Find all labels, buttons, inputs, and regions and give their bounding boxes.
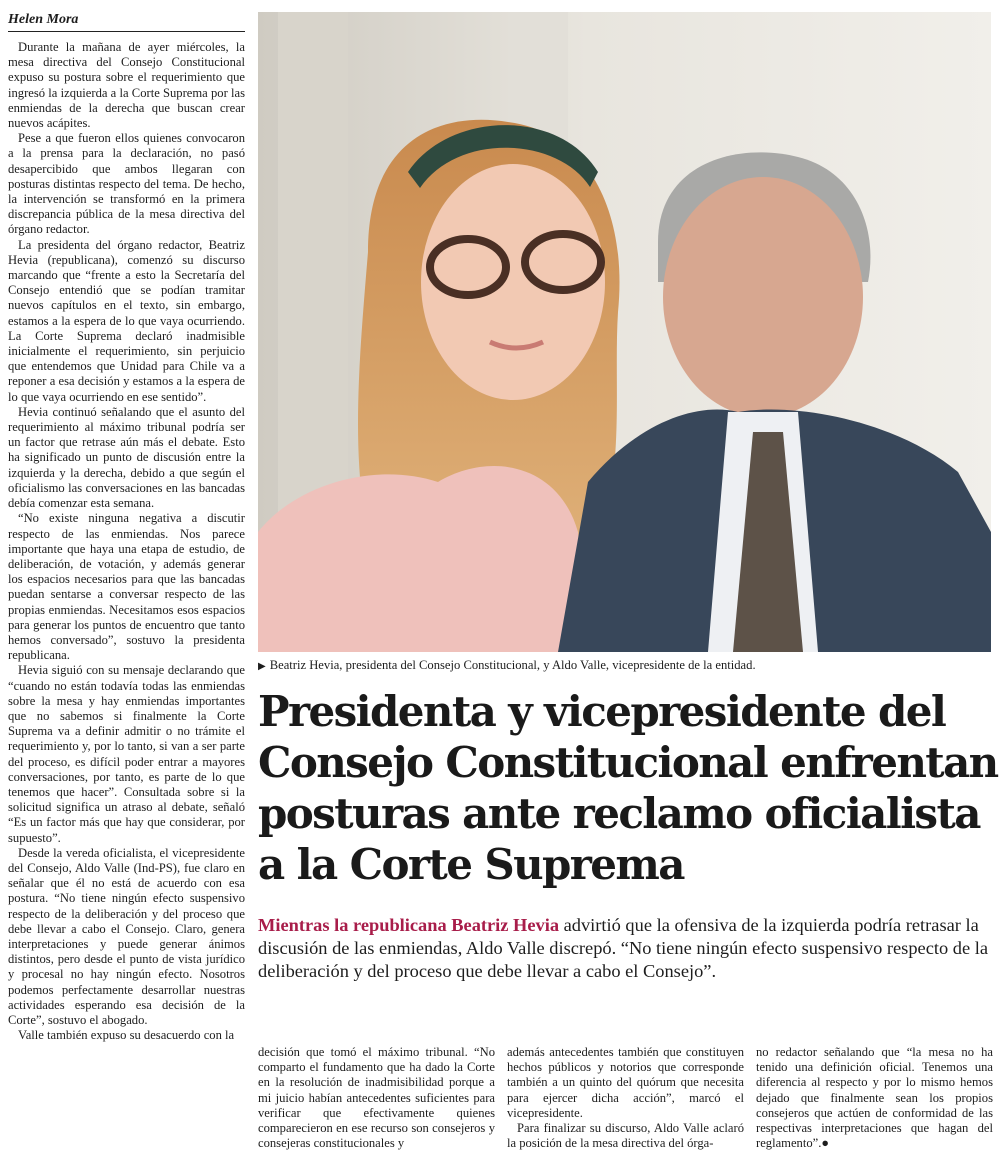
article-body-column-4 — [756, 1045, 993, 1175]
article-body-left-column — [8, 40, 245, 1175]
paragraph: además antecedentes también que constituyen hechos públicos y notorios que corresponde también a un quinto del quórum que necesita para ejercer dicha acción”, marcó el vicepresidente. — [507, 1045, 744, 1120]
author-byline: Helen Mora — [8, 12, 245, 32]
paragraph: Pese a que fueron ellos quienes convocaron a la prensa para la declaración, no pasó desapercibido que ambos llegaran con posturas distintas respecto del tema. De hecho, la intervención se transformó en la primera discrepancia pública de la mesa directiva del órgano redactor. — [8, 131, 245, 237]
paragraph: Valle también expuso su desacuerdo con la — [18, 1028, 235, 1043]
photo-caption — [258, 657, 991, 675]
woman-face — [421, 164, 605, 400]
paragraph: La presidenta del órgano redactor, Beatriz Hevia (republicana), comenzó su discurso marcando que “frente a esto la Secretaría del Consejo entendió que se podían tramitar nuevos capítulos en el texto, sin embargo, estamos a la espera de lo que vaya ocurriendo. La Corte Suprema declaró inadmisible inicialmente el requerimiento, sin perjuicio que entendemos que Unidad para Chile va a reponer a esa decisión y estamos a la espera de lo que vaya ocurriendo en ese sentido”. — [8, 237, 245, 404]
article-body-column-2 — [258, 1045, 495, 1175]
lead-kicker: Mientras la republicana Beatriz Hevia — [258, 915, 560, 935]
paragraph: Hevia siguió con su mensaje declarando que “cuando no están todavía todas las enmiendas sobre la mesa y hay enmiendas importantes que no sabemos si finalmente la Corte Suprema va a definir admitir o no trámite el requerimiento y, por lo tanto, si van a ser parte del proceso, es difícil poder entrar a mayores conversaciones, por tanto, es parte de lo que tenemos que hacer”. Consultada sobre si la solicitud significa un atraso al debate, señaló “Es un factor más que hay que considerar, por supuesto”. — [8, 663, 245, 845]
lead-paragraph — [258, 914, 993, 983]
caption-arrow-icon: ▶ — [258, 661, 266, 672]
lead-text: advirtió que la ofensiva de la izquierda podría retrasar la discusión de las enmiendas, Aldo Valle discrepó. “No tiene ningún efecto suspensivo respecto de la deliberación y del proceso que debe llevar a cabo el Consejo”. — [258, 915, 988, 981]
caption-text: Beatriz Hevia, presidenta del Consejo Constitucional, y Aldo Valle, vicepresidente de la entidad. — [269, 658, 756, 672]
end-mark-icon: ● — [821, 1136, 829, 1151]
paragraph: Hevia continuó señalando que el asunto del requerimiento al máximo tribunal podría ser un factor que retrase aún más el debate. Esto ha significado un punto de discusión entre la izquierda y la derecha, debido a que según el oficialismo las conversaciones en las bancadas debía comenzar esta semana. — [8, 404, 245, 511]
paragraph: Para finalizar su discurso, Aldo Valle aclaró la posición de la mesa directiva del órga- — [507, 1121, 744, 1151]
paragraph: Durante la mañana de ayer miércoles, la mesa directiva del Consejo Constitucional expuso su postura sobre el requerimiento que ingresó la izquierda a la Corte Suprema por las enmiendas de la derecha que buscan crear nuevos acápites. — [8, 40, 245, 131]
article-photo — [258, 12, 991, 652]
man-face — [663, 177, 863, 417]
closing-text: no redactor señalando que “la mesa no ha tenido una definición oficial. Tenemos una diferencia al respecto y por lo mismo hemos dejado que finalmente sean los propios consejeros que actúen de conformidad de las respectivas interpretaciones que hagan del reglamento”. — [756, 1045, 993, 1151]
woman-sweater — [258, 466, 588, 652]
paragraph: “No existe ninguna negativa a discutir respecto de las enmiendas. Nos parece importante que haya una etapa de estudio, de deliberación, de votación, y además generar los espacios necesarios para que las bancadas puedan sentarse a conversar respecto de las propias enmiendas. Necesitamos esos espacios para generar los puntos de encuentro que tanto hemos conversado”, sostuvo la presidenta republicana. — [8, 511, 245, 663]
headline: Presidenta y vicepresidente del Consejo Constitucional enfrentan posturas ante reclamo oficialista a la Corte Suprema — [258, 687, 998, 889]
paragraph: Desde la vereda oficialista, el vicepresidente del Consejo, Aldo Valle (Ind-PS), fue claro en señalar que él no está de acuerdo con esa postura. “No tiene ningún efecto suspensivo respecto de la deliberación y del proceso que debe llevar a cabo el Consejo. Claro, genera interpretaciones y puede generar ánimos distintos, pero desde el punto de vista jurídico y procesal no hay ningún efecto. Nosotros podemos perfectamente desarrollar nuestras actividades esperando esa decisión de la Corte”, sostuvo el abogado. — [8, 845, 245, 1027]
paragraph: decisión que tomó el máximo tribunal. “No comparto el fundamento que ha dado la Corte en la resolución de inadmisibilidad porque a mi juicio habían antecedentes suficientes para verificar que efectivamente quienes comparecieron en ese recurso son consejeros y consejeras constitucionales y — [258, 1045, 495, 1151]
article-body-column-3 — [507, 1045, 744, 1175]
paragraph — [756, 1045, 993, 1151]
